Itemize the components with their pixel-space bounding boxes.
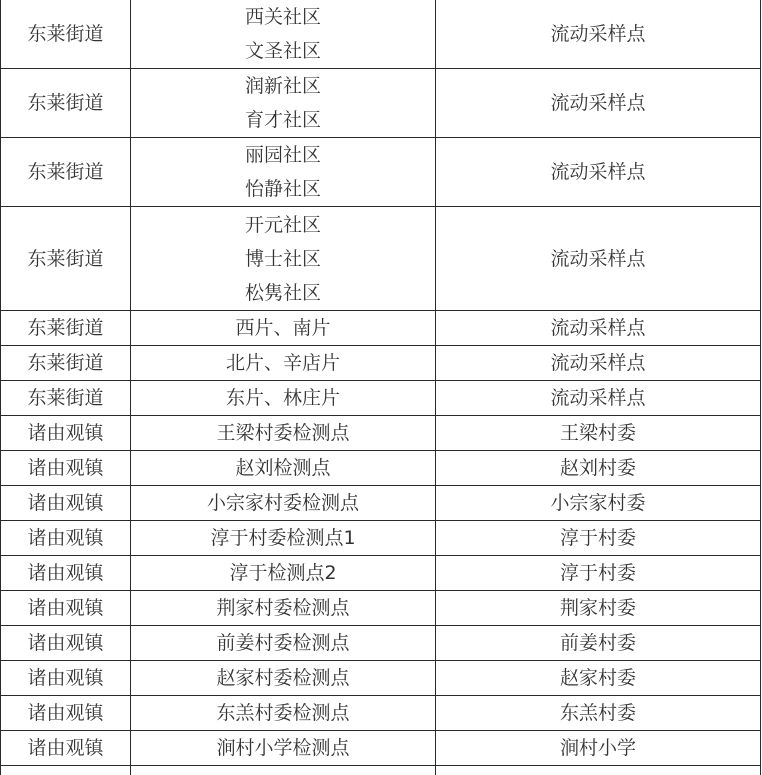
site-cell bbox=[131, 591, 436, 626]
district-cell: 诸由观镇 bbox=[1, 451, 131, 486]
table-row-partial bbox=[1, 766, 761, 775]
site-name: 博士社区 bbox=[244, 247, 321, 270]
table-row bbox=[1, 311, 761, 346]
location-cell: 前姜村委 bbox=[436, 626, 761, 661]
site-cell bbox=[131, 521, 436, 556]
table-row bbox=[1, 696, 761, 731]
site-name: 王梁村委检测点 bbox=[216, 422, 350, 444]
location-cell: 流动采样点 bbox=[436, 69, 761, 138]
site-cell bbox=[131, 416, 436, 451]
site-name: 东羔村委检测点 bbox=[216, 702, 350, 724]
empty-cell bbox=[1, 766, 131, 775]
table-row bbox=[1, 591, 761, 626]
district-cell: 诸由观镇 bbox=[1, 556, 131, 591]
table-row bbox=[1, 486, 761, 521]
site-name: 淳于村委检测点1 bbox=[210, 527, 356, 549]
table-row bbox=[1, 731, 761, 766]
table-row bbox=[1, 346, 761, 381]
site-name: 怡静社区 bbox=[244, 178, 321, 200]
table-row bbox=[1, 381, 761, 416]
site-cell bbox=[131, 626, 436, 661]
district-cell: 东莱街道 bbox=[1, 346, 131, 381]
empty-cell bbox=[436, 766, 761, 775]
site-cell bbox=[131, 346, 436, 381]
site-name: 赵家村委检测点 bbox=[216, 667, 350, 689]
table-row bbox=[1, 138, 761, 207]
table-row bbox=[1, 451, 761, 486]
table-row bbox=[1, 69, 761, 138]
location-cell: 涧村小学 bbox=[436, 731, 761, 766]
site-cell bbox=[131, 486, 436, 521]
site-name: 西关社区 bbox=[244, 6, 321, 28]
site-name: 西片、南片 bbox=[235, 317, 331, 339]
table-row bbox=[1, 207, 761, 311]
district-cell: 诸由观镇 bbox=[1, 696, 131, 731]
location-cell: 荆家村委 bbox=[436, 591, 761, 626]
district-cell: 诸由观镇 bbox=[1, 731, 131, 766]
table-row bbox=[1, 416, 761, 451]
location-cell: 东羔村委 bbox=[436, 696, 761, 731]
site-name: 育才社区 bbox=[244, 109, 321, 131]
site-name: 淳于检测点2 bbox=[229, 562, 337, 584]
site-name: 北片、辛店片 bbox=[225, 352, 340, 374]
district-cell: 诸由观镇 bbox=[1, 416, 131, 451]
table-row bbox=[1, 556, 761, 591]
site-cell bbox=[131, 138, 436, 207]
location-cell: 流动采样点 bbox=[436, 138, 761, 207]
site-name: 小宗家村委检测点 bbox=[206, 492, 359, 514]
district-cell: 东莱街道 bbox=[1, 138, 131, 207]
site-name: 文圣社区 bbox=[244, 40, 321, 62]
site-name: 开元社区 bbox=[244, 213, 321, 236]
table-row bbox=[1, 0, 761, 69]
site-cell bbox=[131, 0, 436, 69]
district-cell: 东莱街道 bbox=[1, 69, 131, 138]
district-cell: 东莱街道 bbox=[1, 381, 131, 416]
site-name: 东片、林庄片 bbox=[225, 387, 340, 409]
table-row bbox=[1, 521, 761, 556]
site-name: 丽园社区 bbox=[244, 144, 321, 166]
district-cell: 东莱街道 bbox=[1, 0, 131, 69]
site-name: 赵刘检测点 bbox=[235, 457, 331, 479]
site-name: 荆家村委检测点 bbox=[216, 597, 350, 619]
district-cell: 东莱街道 bbox=[1, 207, 131, 311]
location-cell: 流动采样点 bbox=[436, 346, 761, 381]
district-cell: 诸由观镇 bbox=[1, 661, 131, 696]
location-cell: 流动采样点 bbox=[436, 207, 761, 311]
site-cell bbox=[131, 69, 436, 138]
site-cell bbox=[131, 661, 436, 696]
site-name: 前姜村委检测点 bbox=[216, 632, 350, 654]
location-cell: 流动采样点 bbox=[436, 381, 761, 416]
site-cell bbox=[131, 451, 436, 486]
site-name: 松隽社区 bbox=[244, 281, 321, 304]
site-cell bbox=[131, 207, 436, 311]
location-cell: 流动采样点 bbox=[436, 0, 761, 69]
site-cell bbox=[131, 556, 436, 591]
district-cell: 诸由观镇 bbox=[1, 591, 131, 626]
location-cell: 淳于村委 bbox=[436, 556, 761, 591]
district-cell: 诸由观镇 bbox=[1, 486, 131, 521]
site-name: 润新社区 bbox=[244, 75, 321, 97]
location-cell: 赵家村委 bbox=[436, 661, 761, 696]
table-row bbox=[1, 626, 761, 661]
site-name: 涧村小学检测点 bbox=[216, 737, 350, 759]
table-body bbox=[1, 0, 761, 775]
site-cell bbox=[131, 696, 436, 731]
site-cell bbox=[131, 311, 436, 346]
district-cell: 诸由观镇 bbox=[1, 521, 131, 556]
empty-cell bbox=[131, 766, 436, 775]
site-cell bbox=[131, 381, 436, 416]
district-cell: 东莱街道 bbox=[1, 311, 131, 346]
location-cell: 王梁村委 bbox=[436, 416, 761, 451]
location-cell: 淳于村委 bbox=[436, 521, 761, 556]
location-cell: 小宗家村委 bbox=[436, 486, 761, 521]
location-cell: 流动采样点 bbox=[436, 311, 761, 346]
site-cell bbox=[131, 731, 436, 766]
table-row bbox=[1, 661, 761, 696]
location-cell: 赵刘村委 bbox=[436, 451, 761, 486]
district-cell: 诸由观镇 bbox=[1, 626, 131, 661]
